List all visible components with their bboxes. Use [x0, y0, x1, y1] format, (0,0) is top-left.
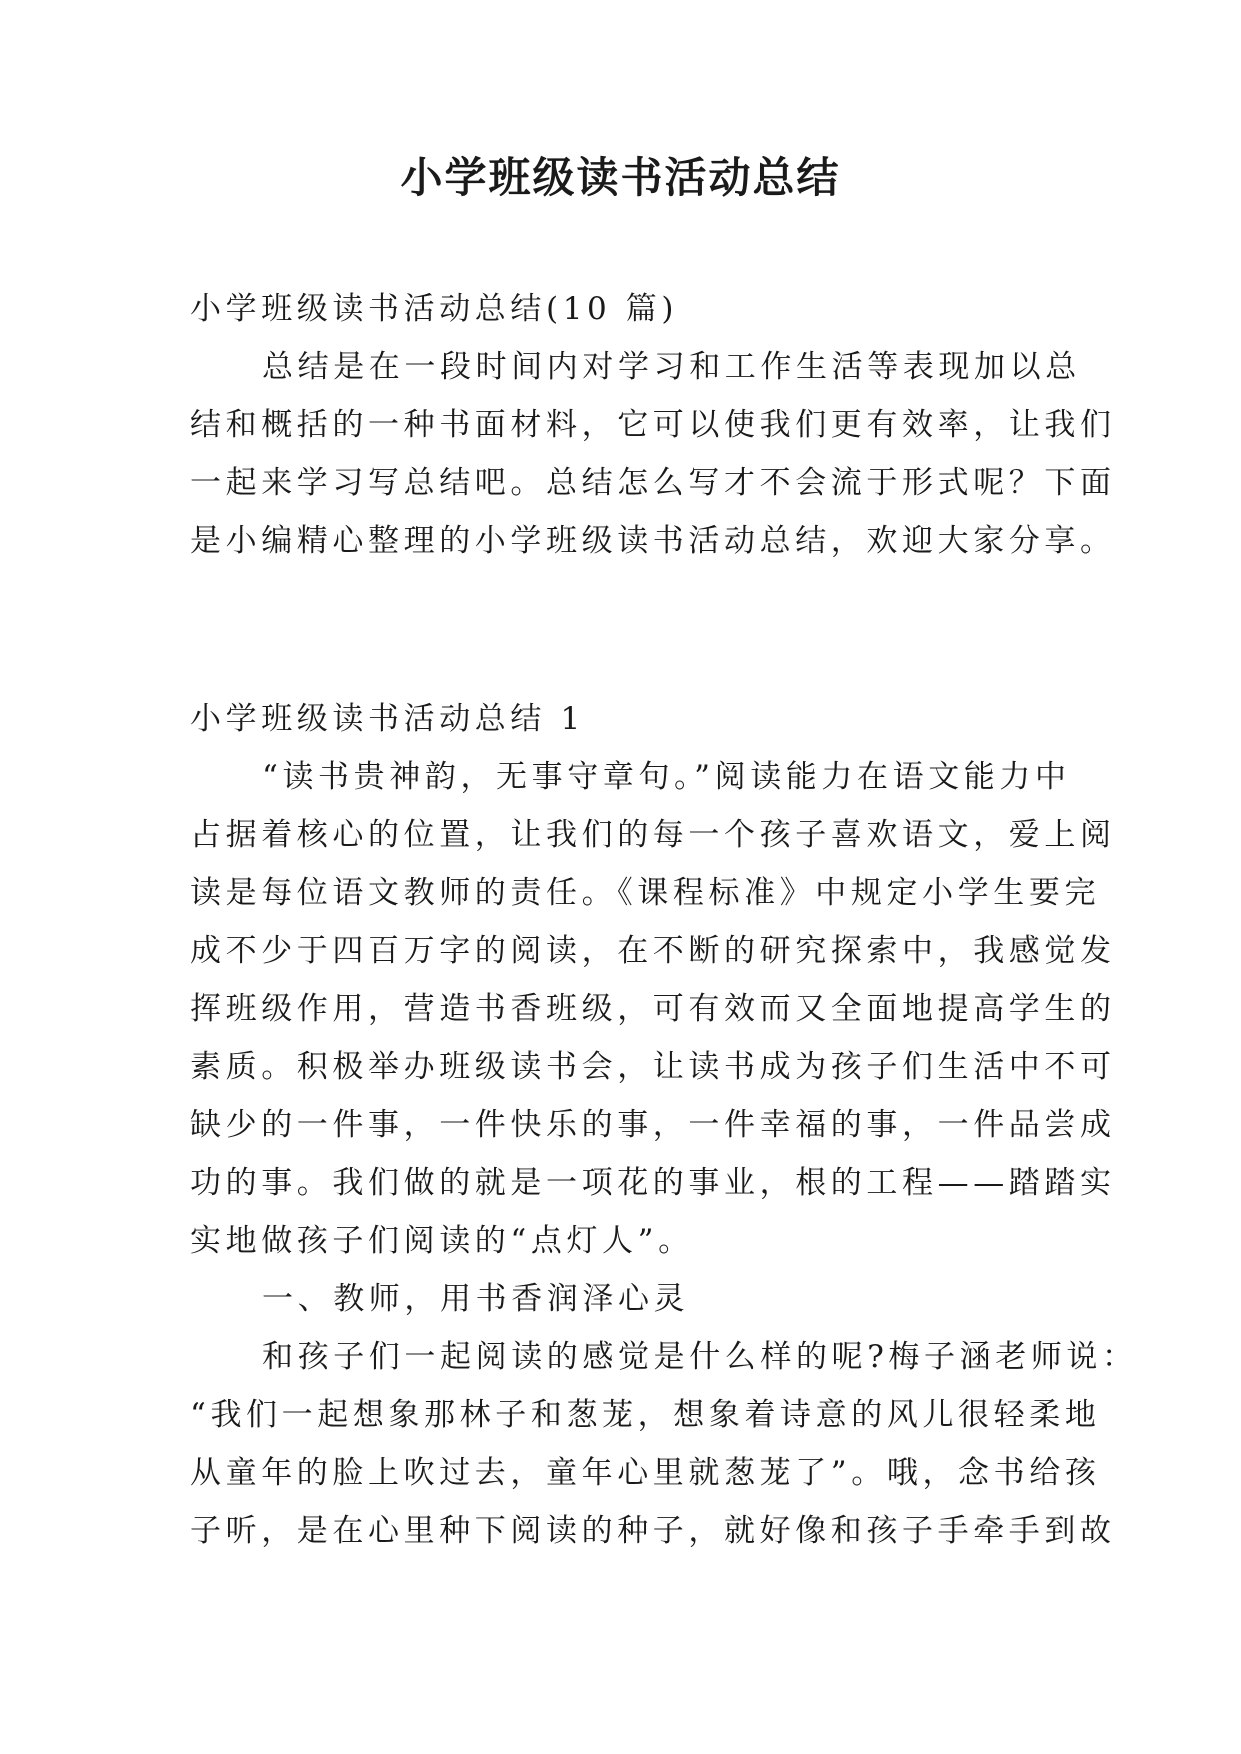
paragraph-line: 功的事。我们做的就是一项花的事业，根的工程——踏踏实 [190, 1165, 1116, 1201]
intro-section [190, 280, 1116, 570]
paragraph-line: “我们一起想象那林子和葱茏，想象着诗意的风儿很轻柔地 [190, 1397, 1101, 1433]
paragraph-line: 结和概括的一种书面材料，它可以使我们更有效率，让我们 [190, 407, 1116, 443]
intro-paragraph [190, 338, 1116, 570]
paragraph-line: 子听，是在心里种下阅读的种子，就好像和孩子手牵手到故 [190, 1513, 1116, 1549]
paragraph-line: 从童年的脸上吹过去，童年心里就葱茏了”。哦，念书给孩 [190, 1455, 1101, 1491]
section-paragraph-1 [190, 748, 1116, 1270]
paragraph-line: 是小编精心整理的小学班级读书活动总结，欢迎大家分享。 [190, 523, 1116, 559]
intro-subtitle: 小学班级读书活动总结(10 篇) [190, 291, 679, 327]
paragraph-line: 一起来学习写总结吧。总结怎么写才不会流于形式呢？下面 [190, 465, 1116, 501]
section-1 [190, 690, 1138, 1560]
paragraph-line: 总结是在一段时间内对学习和工作生活等表现加以总 [262, 349, 1081, 385]
paragraph-line: 占据着核心的位置，让我们的每一个孩子喜欢语文，爱上阅 [190, 817, 1116, 853]
section-subheading: 一、教师，用书香润泽心灵 [262, 1281, 690, 1317]
paragraph-line: 实地做孩子们阅读的“点灯人”。 [190, 1223, 694, 1259]
paragraph-line: 和孩子们一起阅读的感觉是什么样的呢?梅子涵老师说： [262, 1339, 1138, 1375]
paragraph-line: 素质。积极举办班级读书会，让读书成为孩子们生活中不可 [190, 1049, 1116, 1085]
paragraph-line: 成不少于四百万字的阅读，在不断的研究探索中，我感觉发 [190, 933, 1116, 969]
section-heading: 小学班级读书活动总结 1 [190, 701, 585, 737]
section-paragraph-2 [190, 1328, 1138, 1560]
paragraph-line: 挥班级作用，营造书香班级，可有效而又全面地提高学生的 [190, 991, 1116, 1027]
paragraph-line: 缺少的一件事，一件快乐的事，一件幸福的事，一件品尝成 [190, 1107, 1116, 1143]
paragraph-line: “读书贵神韵，无事守章句。”阅读能力在语文能力中 [262, 759, 1071, 795]
paragraph-line: 读是每位语文教师的责任。《课程标准》中规定小学生要完 [190, 875, 1101, 911]
document-title: 小学班级读书活动总结 [400, 153, 841, 202]
